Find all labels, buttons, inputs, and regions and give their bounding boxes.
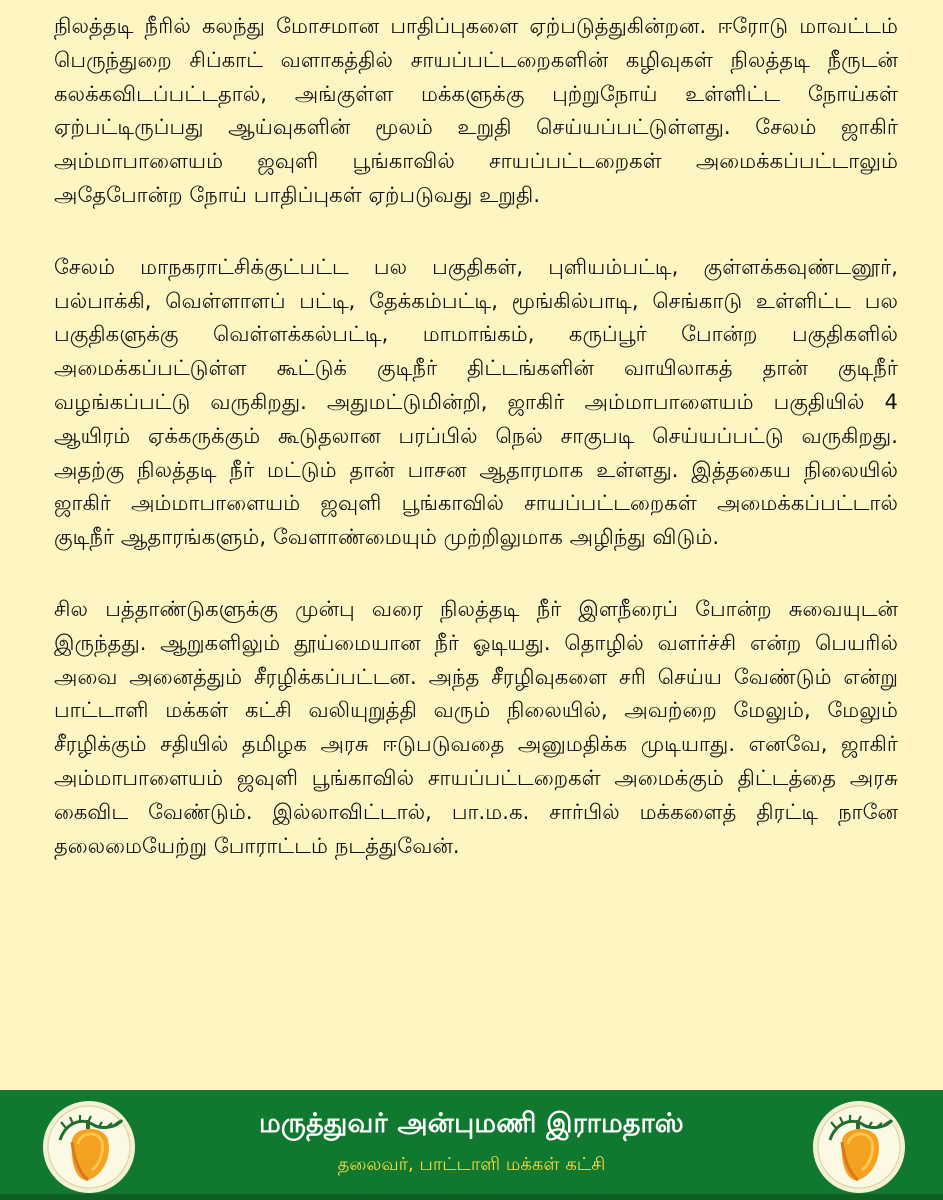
paragraph-2: சேலம் மாநகராட்சிக்குட்பட்ட பல பகுதிகள், புளியம்பட்டி, குள்ளக்கவுண்டனூர், பல்பாக்கி, வெள்ளாளப் பட்டி, தேக்கம்பட்டி, மூங்கில்பாடி, செங்காடு உள்ளிட்ட பல பகுதிகளுக்கு வெள்ளக்கல்பட்டி, மாமாங்கம், கருப்பூர் போன்ற பகுதிகளில் அமைக்கப்பட்டுள்ள கூட்டுக் குடிநீர் திட்டங்களின் வாயிலாகத் தான் குடிநீர் வழங்கப்பட்டு வருகிறது. அதுமட்டுமின்றி, ஜாகிர் அம்மாபாளையம் பகுதியில் 4 ஆயிரம் ஏக்கருக்கும் கூடுதலான பரப்பில் நெல் சாகுபடி செய்யப்பட்டு வருகிறது. அதற்கு நிலத்தடி நீர் மட்டும் தான் பாசன ஆதாரமாக உள்ளது. இத்தகைய நிலையில் ஜாகிர் அம்மாபாளையம் ஜவுளி பூங்காவில் சாயப்பட்டறைகள் அமைக்கப்பட்டால் குடிநீர் ஆதாரங்களும், வேளாண்மையும் முற்றிலுமாக அழிந்து விடும். [54,254,898,550]
signatory-name: மருத்துவர் அன்புமணி இராமதாஸ் [258,1108,684,1139]
statement-body [54,10,898,901]
mango-party-logo-icon [42,1100,136,1194]
paragraph-1: நிலத்தடி நீரில் கலந்து மோசமான பாதிப்புகளை ஏற்படுத்துகின்றன. ஈரோடு மாவட்டம் பெருந்துறை சிப்காட் வளாகத்தில் சாயப்பட்டறைகளின் கழிவுகள் நிலத்தடி நீருடன் கலக்கவிடப்பட்டதால், அங்குள்ள மக்களுக்கு புற்றுநோய் உள்ளிட்ட நோய்கள் ஏற்பட்டிருப்பது ஆய்வுகளின் மூலம் உறுதி செய்யப்பட்டுள்ளது. சேலம் ஜாகிர் அம்மாபாளையம் ஜவுளி பூங்காவில் சாயப்பட்டறைகள் அமைக்கப்பட்டாலும் அதேபோன்ற நோய் பாதிப்புகள் ஏற்படுவது உறுதி. [54,14,898,207]
paragraph-3: சில பத்தாண்டுகளுக்கு முன்பு வரை நிலத்தடி நீர் இளநீரைப் போன்ற சுவையுடன் இருந்தது. ஆறுகளிலும் தூய்மையான நீர் ஓடியது. தொழில் வளர்ச்சி என்ற பெயரில் அவை அனைத்தும் சீரழிக்கப்பட்டன. அந்த சீரழிவுகளை சரி செய்ய வேண்டும் என்று பாட்டாளி மக்கள் கட்சி வலியுறுத்தி வரும் நிலையில், அவற்றை மேலும், மேலும் சீரழிக்கும் சதியில் தமிழக அரசு ஈடுபடுவதை அனுமதிக்க முடியாது. எனவே, ஜாகிர் அம்மாபாளையம் ஜவுளி பூங்காவில் சாயப்பட்டறைகள் அமைக்கும் திட்டத்தை அரசு கைவிட வேண்டும். இல்லாவிட்டால், பா.ம.க. சார்பில் மக்களைத் திரட்டி நானே தலைமையேற்று போராட்டம் நடத்துவேன். [54,596,898,858]
footer-bottom-strip [0,1194,943,1200]
mango-party-logo-icon [812,1100,906,1194]
signatory-title: தலைவர், பாட்டாளி மக்கள் கட்சி [337,1154,606,1175]
signature-footer [0,1090,943,1200]
